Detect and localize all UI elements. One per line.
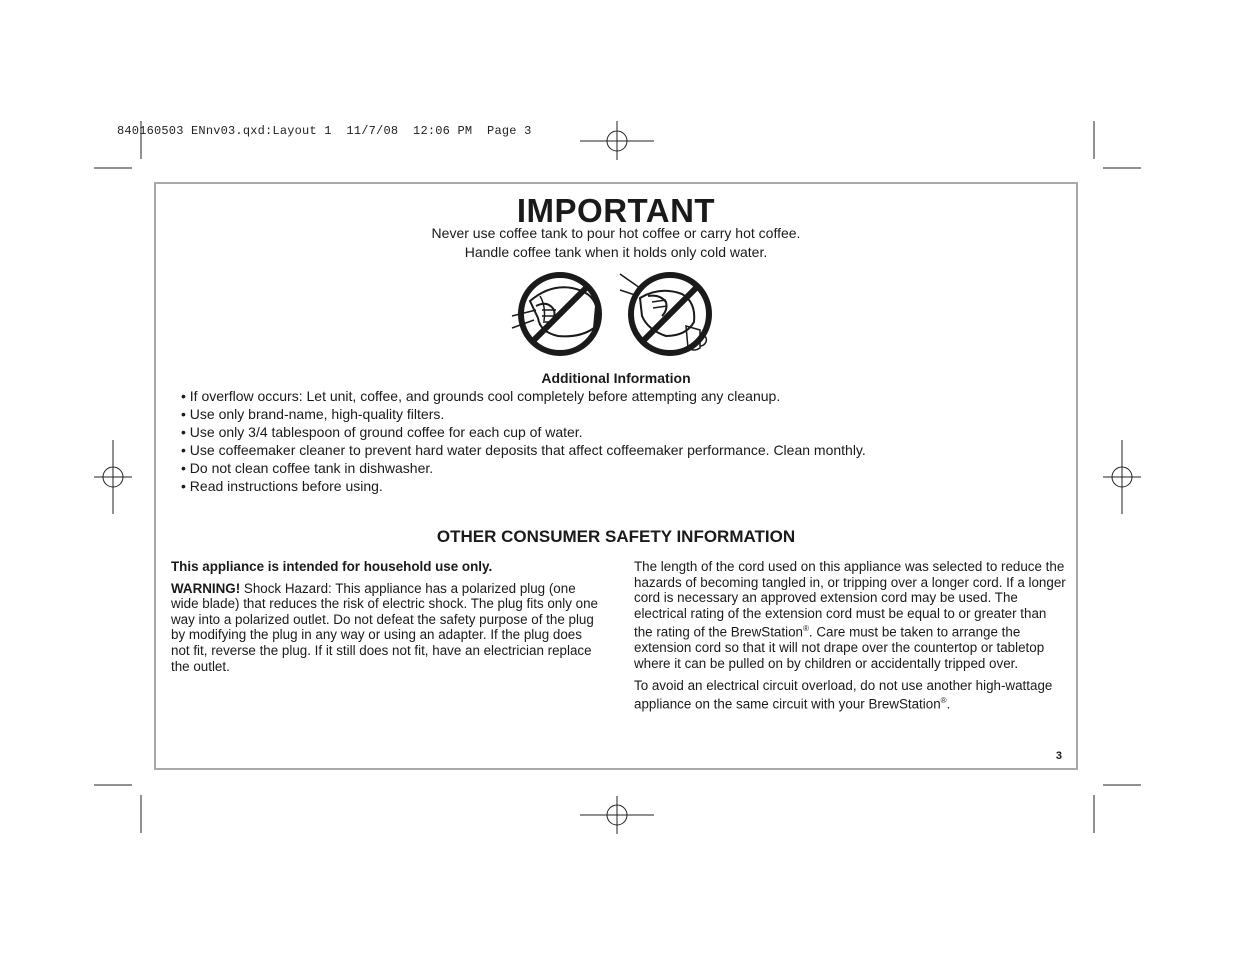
- cord-paragraph: [634, 559, 1066, 672]
- no-pour-coffee-icon: [620, 274, 709, 353]
- important-line-2: Handle coffee tank when it holds only cold water.: [464, 244, 768, 260]
- cord-text: The length of the cord used on this appliance was selected to reduce the hazards of becoming tangled in, or tripping over a longer cord. If a longer cord is necessary an approved extension cord may be used. The electrical rating of the extension cord must be equal to or greater than the rating of the BrewStation: [634, 559, 1066, 640]
- list-item: • Use coffeemaker cleaner to prevent hard water deposits that affect coffeemaker performance. Clean monthly.: [181, 441, 866, 459]
- overload-paragraph: [634, 678, 1066, 713]
- registration-mark-icon: ®: [802, 624, 809, 634]
- household-use-notice: This appliance is intended for household use only.: [171, 559, 493, 574]
- safety-right-column: [634, 559, 1066, 718]
- important-line-1: Never use coffee tank to pour hot coffee or carry hot coffee.: [431, 225, 801, 241]
- page-number: 3: [1055, 750, 1062, 762]
- safety-info-title: OTHER CONSUMER SAFETY INFORMATION: [436, 527, 796, 546]
- no-carry-tank-icon: [512, 275, 599, 353]
- important-title: IMPORTANT: [516, 192, 716, 229]
- list-item: • If overflow occurs: Let unit, coffee, and grounds cool completely before attempting any cleanup.: [181, 387, 866, 405]
- list-item: • Use only 3/4 tablespoon of ground coffee for each cup of water.: [181, 423, 866, 441]
- additional-info-title: Additional Information: [541, 370, 691, 386]
- warning-text: Shock Hazard: This appliance has a polarized plug (one wide blade) that reduces the risk of electric shock. The plug fits only one way into a polarized outlet. Do not defeat the safety purpose of the plug by modifying the plug in any way or using an adapter. If the plug does not fit, reverse the plug. If it still does not fit, have an electrician replace the outlet.: [171, 580, 598, 674]
- overload-end: .: [946, 696, 951, 712]
- safety-left-column: [171, 559, 603, 680]
- warning-illustrations: [510, 266, 724, 356]
- list-item: • Do not clean coffee tank in dishwasher.: [181, 459, 866, 477]
- content-frame: [154, 182, 1078, 770]
- warning-label: WARNING!: [171, 580, 241, 596]
- list-item: • Use only brand-name, high-quality filters.: [181, 405, 866, 423]
- warning-paragraph: [171, 581, 603, 675]
- overload-text: To avoid an electrical circuit overload, do not use another high-wattage appliance on the same circuit with your BrewStation: [634, 677, 1053, 712]
- print-slug-line: 840160503 ENnv03.qxd:Layout 1 11/7/08 12:06 PM Page 3: [117, 124, 532, 138]
- list-item: • Read instructions before using.: [181, 477, 866, 495]
- additional-info-list: [181, 387, 866, 495]
- registration-mark-icon: ®: [940, 696, 947, 706]
- cord-text-continued: . Care must be taken to arrange the extension cord so that it will not drape over the countertop or tabletop where it can be pulled on by children or accidentally tripped over.: [634, 624, 1045, 672]
